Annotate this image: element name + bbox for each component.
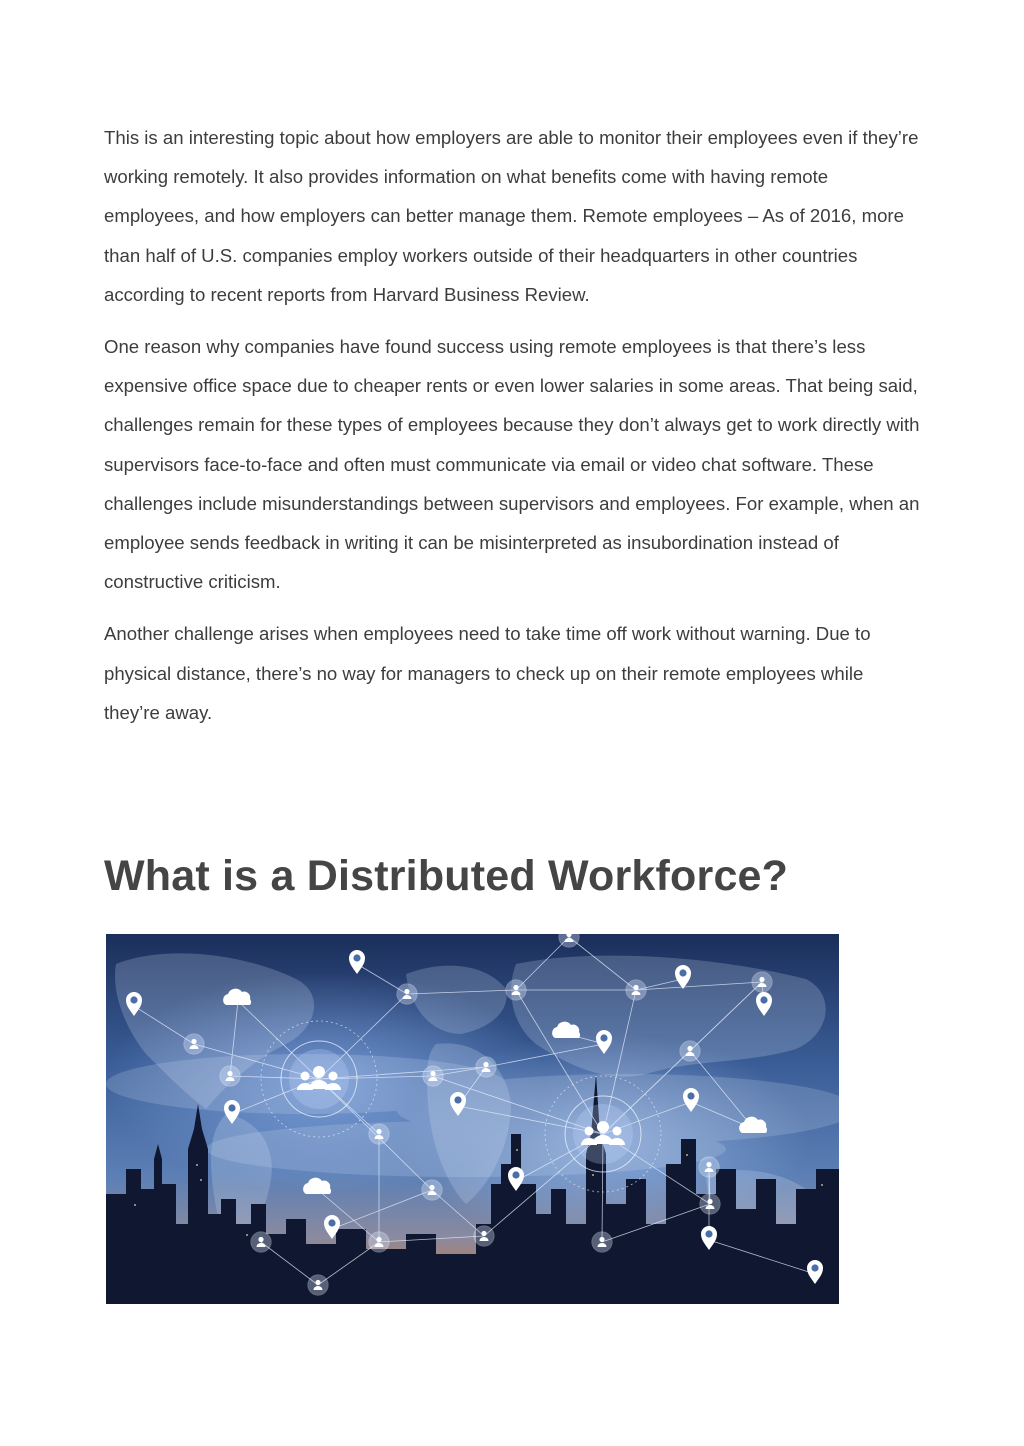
person-icon <box>476 1057 496 1077</box>
article-body <box>104 118 924 745</box>
person-icon <box>506 980 526 1000</box>
person-icon <box>699 1157 719 1177</box>
person-icon <box>752 972 772 992</box>
person-icon <box>308 1275 328 1295</box>
person-icon <box>422 1180 442 1200</box>
person-icon <box>369 1232 389 1252</box>
person-icon <box>626 980 646 1000</box>
person-icon <box>592 1232 612 1252</box>
person-icon <box>700 1194 720 1214</box>
person-icon <box>474 1226 494 1246</box>
person-icon <box>251 1232 271 1252</box>
person-icon <box>397 984 417 1004</box>
paragraph-2: One reason why companies have found success using remote employees is that there’s less expensive office space due to cheaper rents or even lower salaries in some areas. That being said, challenges remain for these types of employees because they don’t always get to work directly with supervisors face-to-face and often must communicate via email or video chat software. These challenges include misunderstandings between supervisors and employees. For example, when an employee sends feedback in writing it can be misinterpreted as insubordination instead of constructive criticism. <box>104 336 920 593</box>
person-icon <box>184 1034 204 1054</box>
paragraph-1: This is an interesting topic about how employers are able to monitor their employees even if they’re working remotely. It also provides information on what benefits come with having remote employees, and how employers can better manage them. Remote employees – As of 2016, more than half of U.S. companies employ workers outside of their headquarters in other countries according to recent reports from Harvard Business Review. <box>104 127 919 305</box>
section-heading: What is a Distributed Workforce? <box>104 852 789 900</box>
distributed-workforce-image <box>106 934 839 1304</box>
person-icon <box>220 1066 240 1086</box>
person-icon <box>423 1066 443 1086</box>
paragraph-3: Another challenge arises when employees need to take time off work without warning. Due to physical distance, there’s no way for managers to check up on their remote employees while they’re away. <box>104 623 871 723</box>
person-icon <box>680 1041 700 1061</box>
person-icon <box>369 1124 389 1144</box>
